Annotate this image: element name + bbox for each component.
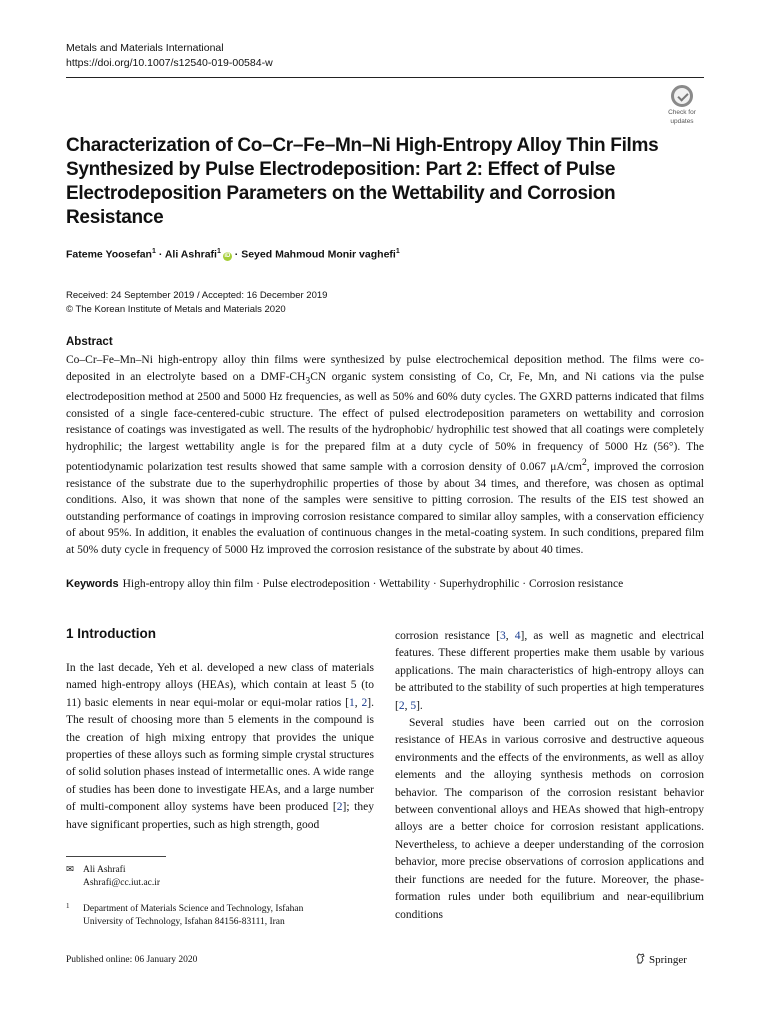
intro-column-left: In the last decade, Yeh et al. developed a new class of materials named high-entropy alloys (HEAs), which contain at least 5 (to 11) basic elements in near equi-molar or equi-molar ratios [1, 2]. The result of choosing more than 5 elements in the compound is the creation of high mixing entropy that provides the unique properties of these alloys such as forming simple crystal structures of solid solution phases instead of intermetallic ones. A wide range of studies has been done to investigate HEAs, and a large number of multi-component alloy systems have been produced [2]; they have significant properties, such as high strength, good — [66, 662, 374, 831]
springer-horse-icon — [636, 953, 646, 964]
corresponding-author — [66, 864, 160, 890]
abstract-body: Co–Cr–Fe–Mn–Ni high-entropy alloy thin films were synthesized by pulse electrochemical deposition method. The films were co-deposited in an electrolyte based on a DMF-$CH_3CN$ organic system consisting of Co, Cr, Fe, Mn, and Ni cations via the pulse electrodeposition method at 2500 and 5000 Hz frequencies, as well as 50% and 60% duty cycles. The GXRD patterns indicated that films consisted of a single face-centered-cubic structure. The effect of pulsed electrodeposition parameters on wettability and corrosion resistance of coatings was investigated as well. The results of the hydrophobic/ hydrophilic test showed that all coatings were completely hydrophilic; the largest wettability angle is for the prepared film at a duty cycle of 50% in frequency of 5000 Hz (56°). The potentiodynamic polarization test results showed that same sample with a corrosion density of 0.067 $\mu A/cm^2$, improved the corrosion resistance of the substrate due to the superhydrophilic properties of those by about 34 times, and therefore, was chosen as optimal conditions. Also, it was shown that none of the samples were sensitive to pitting corrosion. The results of the EIS test showed an outstanding performance of coatings in improving corrosion resistance compared to similar alloy samples, with a conservation efficiency of about 95%. In addition, it enables the evaluation of continuous changes in the metal-coating system. In such conditions, prepared film at 50% duty cycle in frequency of 5000 Hz improved the corrosion resistance of the substrate by about 40 times. — [66, 354, 705, 556]
paragraph: corrosion resistance [3, 4], as well as magnetic and electrical features. These different properties make them usable by various applications. The main characteristics of high-entropy alloys can be attributed to the stability of such properties at high temperatures [2, 5]. — [395, 630, 705, 712]
publisher-logo — [636, 953, 687, 966]
author-name[interactable]: Fateme Yoosefan — [66, 248, 152, 261]
orcid-icon[interactable]: iD — [224, 252, 231, 259]
intro-column-right — [395, 628, 704, 924]
affiliation-footnote: 1 Department of Materials Science and Technology, Isfahan University of Technology, Isfahan 84156-83111, Iran — [66, 902, 304, 927]
keywords — [66, 578, 623, 590]
article-dates — [66, 289, 327, 317]
check-updates-icon — [671, 85, 693, 107]
citation-link[interactable]: 5 — [410, 699, 417, 712]
citation-link[interactable]: 1 — [349, 696, 355, 709]
check-updates-line1: Check for — [668, 109, 696, 116]
journal-name: Metals and Materials International — [66, 42, 224, 54]
affiliation-number: 1 — [66, 902, 70, 910]
corresponding-name: Ali Ashrafi — [83, 865, 126, 875]
citation-link[interactable]: 2 — [398, 699, 405, 712]
received-accepted: Received: 24 September 2019 / Accepted: 16 December 2019 — [66, 290, 328, 301]
check-for-updates-badge[interactable] — [662, 85, 702, 125]
section-heading-introduction: 1 Introduction — [66, 626, 156, 641]
abstract-heading: Abstract — [66, 336, 113, 348]
author-name[interactable]: Ali Ashrafi — [164, 248, 217, 261]
check-updates-line2: updates — [670, 118, 694, 125]
citation-link[interactable]: 3 — [499, 630, 506, 642]
paragraph: Several studies have been carried out on the corrosion resistance of HEAs in various corrosive and destructive aqueous environments and the effects of the environments, as well as alloy elements and the alloying synthesis methods on corrosion behavior. The comparison of the corrosion resistant behavior between conventional alloys and HEAs showed that high-entropy alloys are a better choice for corrosion resistant applications. Nevertheless, to achieve a deeper understanding of the corrosion behavior, more precise observations of corrosion applications and their functions are needed for the future. Moreover, the phase-formation rules under both equilibrium and near-equilibrium conditions — [395, 717, 704, 921]
paper-title: Characterization of Co–Cr–Fe–Mn–Ni High-Entropy Alloy Thin Films Synthesized by Pulse Electrodeposition: Part 2: Effect of Pulse Electrodeposition Parameters on the Wettability and Corrosion Resistance — [66, 135, 659, 228]
author-name[interactable]: Seyed Mahmoud Monir vaghefi — [241, 248, 396, 261]
author-affiliation: 1 — [151, 248, 156, 255]
envelope-icon: ✉ — [66, 865, 74, 875]
published-online: Published online: 06 January 2020 — [66, 955, 198, 965]
author-list: Fateme Yoosefan$^1$ · Ali Ashrafi$^1$iD · Seyed Mahmoud Monir vaghefi$^1$ — [66, 248, 400, 261]
journal-header — [66, 41, 273, 71]
citation-link[interactable]: 2 — [361, 696, 368, 709]
header-rule — [66, 77, 704, 78]
author-affiliation: 1 — [395, 248, 400, 255]
citation-link[interactable]: 2 — [336, 801, 343, 814]
keywords-label: Keywords — [66, 578, 119, 590]
citation-link[interactable]: 4 — [514, 630, 521, 642]
keywords-text: High-entropy alloy thin film · Pulse electrodeposition · Wettability · Superhydrophilic · Corrosion resistance — [122, 578, 624, 590]
author-affiliation: 1 — [216, 248, 221, 255]
publisher-name: Springer — [649, 954, 687, 966]
footnote-rule — [66, 856, 166, 857]
doi-link[interactable]: https://doi.org/10.1007/s12540-019-00584-w — [66, 57, 273, 69]
corresponding-email[interactable]: Ashrafi@cc.iut.ac.ir — [83, 878, 161, 888]
copyright: © The Korean Institute of Metals and Materials 2020 — [66, 304, 286, 315]
